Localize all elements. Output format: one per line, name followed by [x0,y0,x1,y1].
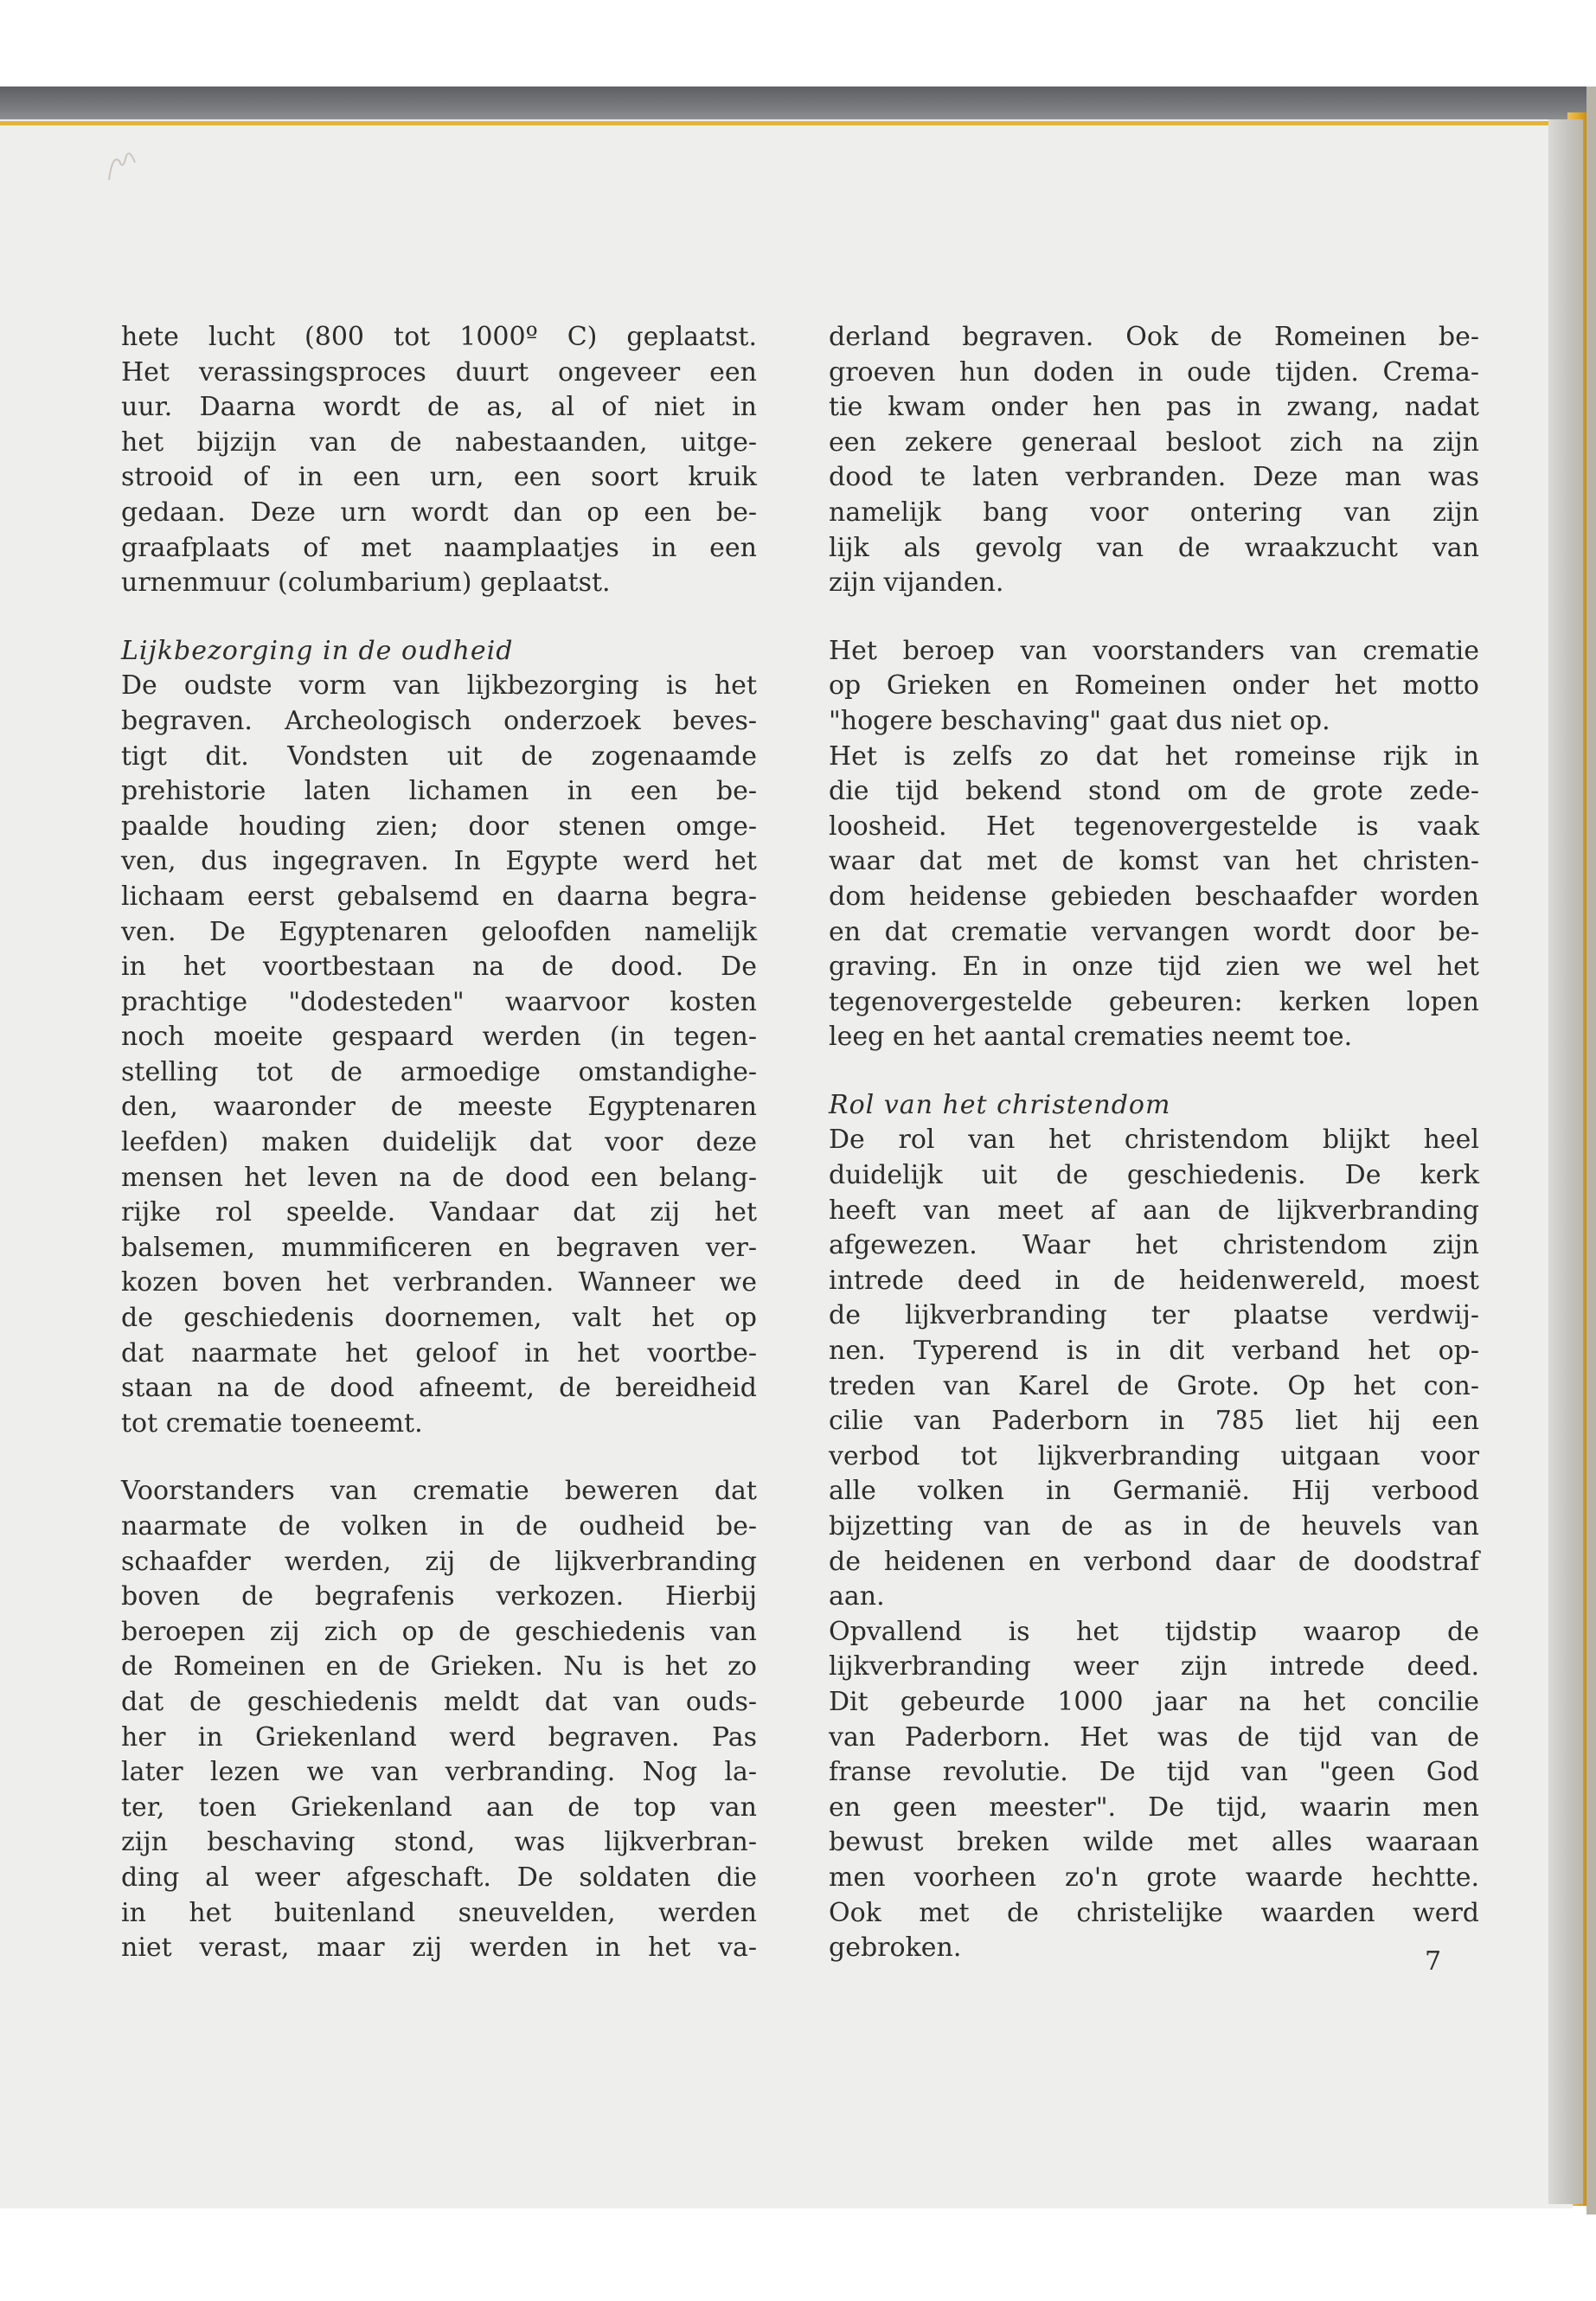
text-line: een zekere generaal besloot zich na zijn [829,426,1479,458]
text-line: Ook met de christelijke waarden werd [829,1897,1479,1928]
text-line: loosheid. Het tegenovergestelde is vaak [829,811,1479,842]
text-line: De oudste vorm van lijkbezorging is het [121,670,757,702]
paragraph-gap [121,1441,757,1474]
text-line: en dat crematie vervangen wordt door be- [829,916,1479,947]
text-line: lijkverbranding weer zijn intrede deed. [829,1651,1479,1682]
text-line: ding al weer afgeschaft. De soldaten die [121,1862,757,1893]
text-line: staan na de dood afneemt, de bereidheid [121,1373,757,1404]
text-line: ven, dus ingegraven. In Egypte werd het [121,846,757,877]
text-line: dom heidense gebieden beschaafder worden [829,881,1479,912]
text-line: nen. Typerend is in dit verband het op- [829,1336,1479,1367]
text-line: intrede deed in de heidenwereld, moest [829,1265,1479,1296]
text-line: hete lucht (800 tot 1000º C) geplaatst. [121,322,757,352]
text-line: ter, toen Griekenland aan de top van [121,1791,757,1823]
text-line: zijn beschaving stond, was lijkverbran- [121,1827,757,1858]
paragraph-gap [121,601,757,634]
text-line: noch moeite gespaard werden (in tegen- [121,1022,757,1053]
text-line: Opvallend is het tijdstip waarop de [829,1616,1479,1647]
text-line: her in Griekenland werd begraven. Pas [121,1721,757,1753]
text-line: "hogere beschaving" gaat dus niet op. [829,705,1330,736]
text-line: graving. En in onze tijd zien we wel het [829,952,1479,983]
text-line: lichaam eerst gebalsemd en daarna begra- [121,881,757,912]
text-line: duidelijk uit de geschiedenis. De kerk [829,1160,1479,1191]
text-line: Het beroep van voorstanders van crematie [829,635,1479,666]
text-line: in het buitenland sneuvelden, werden [121,1897,757,1928]
section-heading: Lijkbezorging in de oudheid [121,635,514,666]
text-line: prachtige "dodesteden" waarvoor kosten [121,986,757,1017]
text-line: de Romeinen en de Grieken. Nu is het zo [121,1651,757,1682]
text-line: zijn vijanden. [829,567,1004,599]
text-line: verbod tot lijkverbranding uitgaan voor [829,1440,1479,1471]
pencil-scribble-icon [100,145,152,189]
text-line: afgewezen. Waar het christendom zijn [829,1230,1479,1261]
text-line: de lijkverbranding ter plaatse verdwij- [829,1300,1479,1331]
book-spine [1586,87,1596,2214]
text-line: van Paderborn. Het was de tijd van de [829,1721,1479,1753]
text-line: urnenmuur (columbarium) geplaatst. [121,567,611,599]
page-edge-shadow [1548,119,1583,2204]
text-line: rijke rol speelde. Vandaar dat zij het [121,1197,757,1228]
text-line: derland begraven. Ook de Romeinen be- [829,322,1479,352]
text-line: men voorheen zo'n grote waarde hechtte. [829,1862,1479,1893]
paragraph-gap [829,1055,1479,1088]
text-line: Voorstanders van crematie beweren dat [121,1476,757,1507]
text-line: schaafder werden, zij de lijkverbranding [121,1546,757,1577]
text-line: bijzetting van de as in de heuvels van [829,1511,1479,1541]
text-line: leeg en het aantal crematies neemt toe. [829,1022,1353,1053]
text-line: De rol van het christendom blijkt heel [829,1125,1479,1156]
text-line: prehistorie laten lichamen in een be- [121,776,757,807]
text-line: Dit gebeurde 1000 jaar na het concilie [829,1686,1479,1717]
text-line: Het is zelfs zo dat het romeinse rijk in [829,740,1479,772]
text-line: lijk als gevolg van de wraakzucht van [829,532,1479,563]
paragraph-gap [829,601,1479,634]
text-line: begraven. Archeologisch onderzoek beves- [121,705,757,736]
text-line: de heidenen en verbond daar de doodstraf [829,1546,1479,1577]
page-top-edge [0,121,1579,125]
text-line: de geschiedenis doornemen, valt het op [121,1303,757,1334]
text-line: groeven hun doden in oude tijden. Crema- [829,356,1479,388]
text-line: uur. Daarna wordt de as, al of niet in [121,392,757,423]
text-line: beroepen zij zich op de geschiedenis van [121,1616,757,1647]
text-line: treden van Karel de Grote. Op het con- [829,1370,1479,1401]
text-line: namelijk bang voor ontering van zijn [829,497,1479,528]
text-line: later lezen we van verbranding. Nog la- [121,1757,757,1788]
text-line: op Grieken en Romeinen onder het motto [829,670,1479,702]
text-line: heeft van meet af aan de lijkverbranding [829,1195,1479,1226]
text-line: graafplaats of met naamplaatjes in een [121,532,757,563]
text-line: in het voortbestaan na de dood. De [121,952,757,983]
left-column [121,320,757,1966]
text-line: gedaan. Deze urn wordt dan op een be- [121,497,757,528]
text-line: paalde houding zien; door stenen omge- [121,811,757,842]
text-line: cilie van Paderborn in 785 liet hij een [829,1406,1479,1437]
text-line: dood te laten verbranden. Deze man was [829,462,1479,493]
text-line: gebroken. [829,1932,962,1964]
section-heading: Rol van het christendom [829,1089,1171,1120]
text-line: tegenovergestelde gebeuren: kerken lopen [829,986,1479,1017]
text-line: Het verassingsproces duurt ongeveer een [121,356,757,388]
text-line: franse revolutie. De tijd van "geen God [829,1757,1479,1788]
text-line: den, waaronder de meeste Egyptenaren [121,1092,757,1123]
text-line: niet verast, maar zij werden in het va- [121,1932,757,1964]
text-line: leefden) maken duidelijk dat voor deze [121,1127,757,1158]
text-line: tie kwam onder hen pas in zwang, nadat [829,392,1479,423]
page-number: 7 [1425,1946,1442,1977]
text-line: het bijzijn van de nabestaanden, uitge- [121,426,757,458]
text-line: kozen boven het verbranden. Wanneer we [121,1267,757,1298]
text-line: dat naarmate het geloof in het voortbe- [121,1337,757,1368]
text-line: ven. De Egyptenaren geloofden namelijk [121,916,757,947]
text-line: balsemen, mummificeren en begraven ver- [121,1232,757,1263]
text-line: aan. [829,1581,885,1612]
text-line: stelling tot de armoedige omstandighe- [121,1056,757,1087]
text-line: tigt dit. Vondsten uit de zogenaamde [121,740,757,772]
text-line: bewust breken wilde met alles waaraan [829,1827,1479,1858]
text-line: tot crematie toeneemt. [121,1407,423,1439]
text-line: naarmate de volken in de oudheid be- [121,1511,757,1541]
text-line: alle volken in Germanië. Hij verbood [829,1476,1479,1507]
text-line: mensen het leven na de dood een belang- [121,1162,757,1193]
text-line: strooid of in een urn, een soort kruik [121,462,757,493]
text-line: en geen meester". De tijd, waarin men [829,1791,1479,1823]
text-line: dat de geschiedenis meldt dat van ouds- [121,1686,757,1717]
right-column [829,320,1479,1966]
text-line: waar dat met de komst van het christen- [829,846,1479,877]
text-line: boven de begrafenis verkozen. Hierbij [121,1581,757,1612]
text-line: die tijd bekend stond om de grote zede- [829,776,1479,807]
